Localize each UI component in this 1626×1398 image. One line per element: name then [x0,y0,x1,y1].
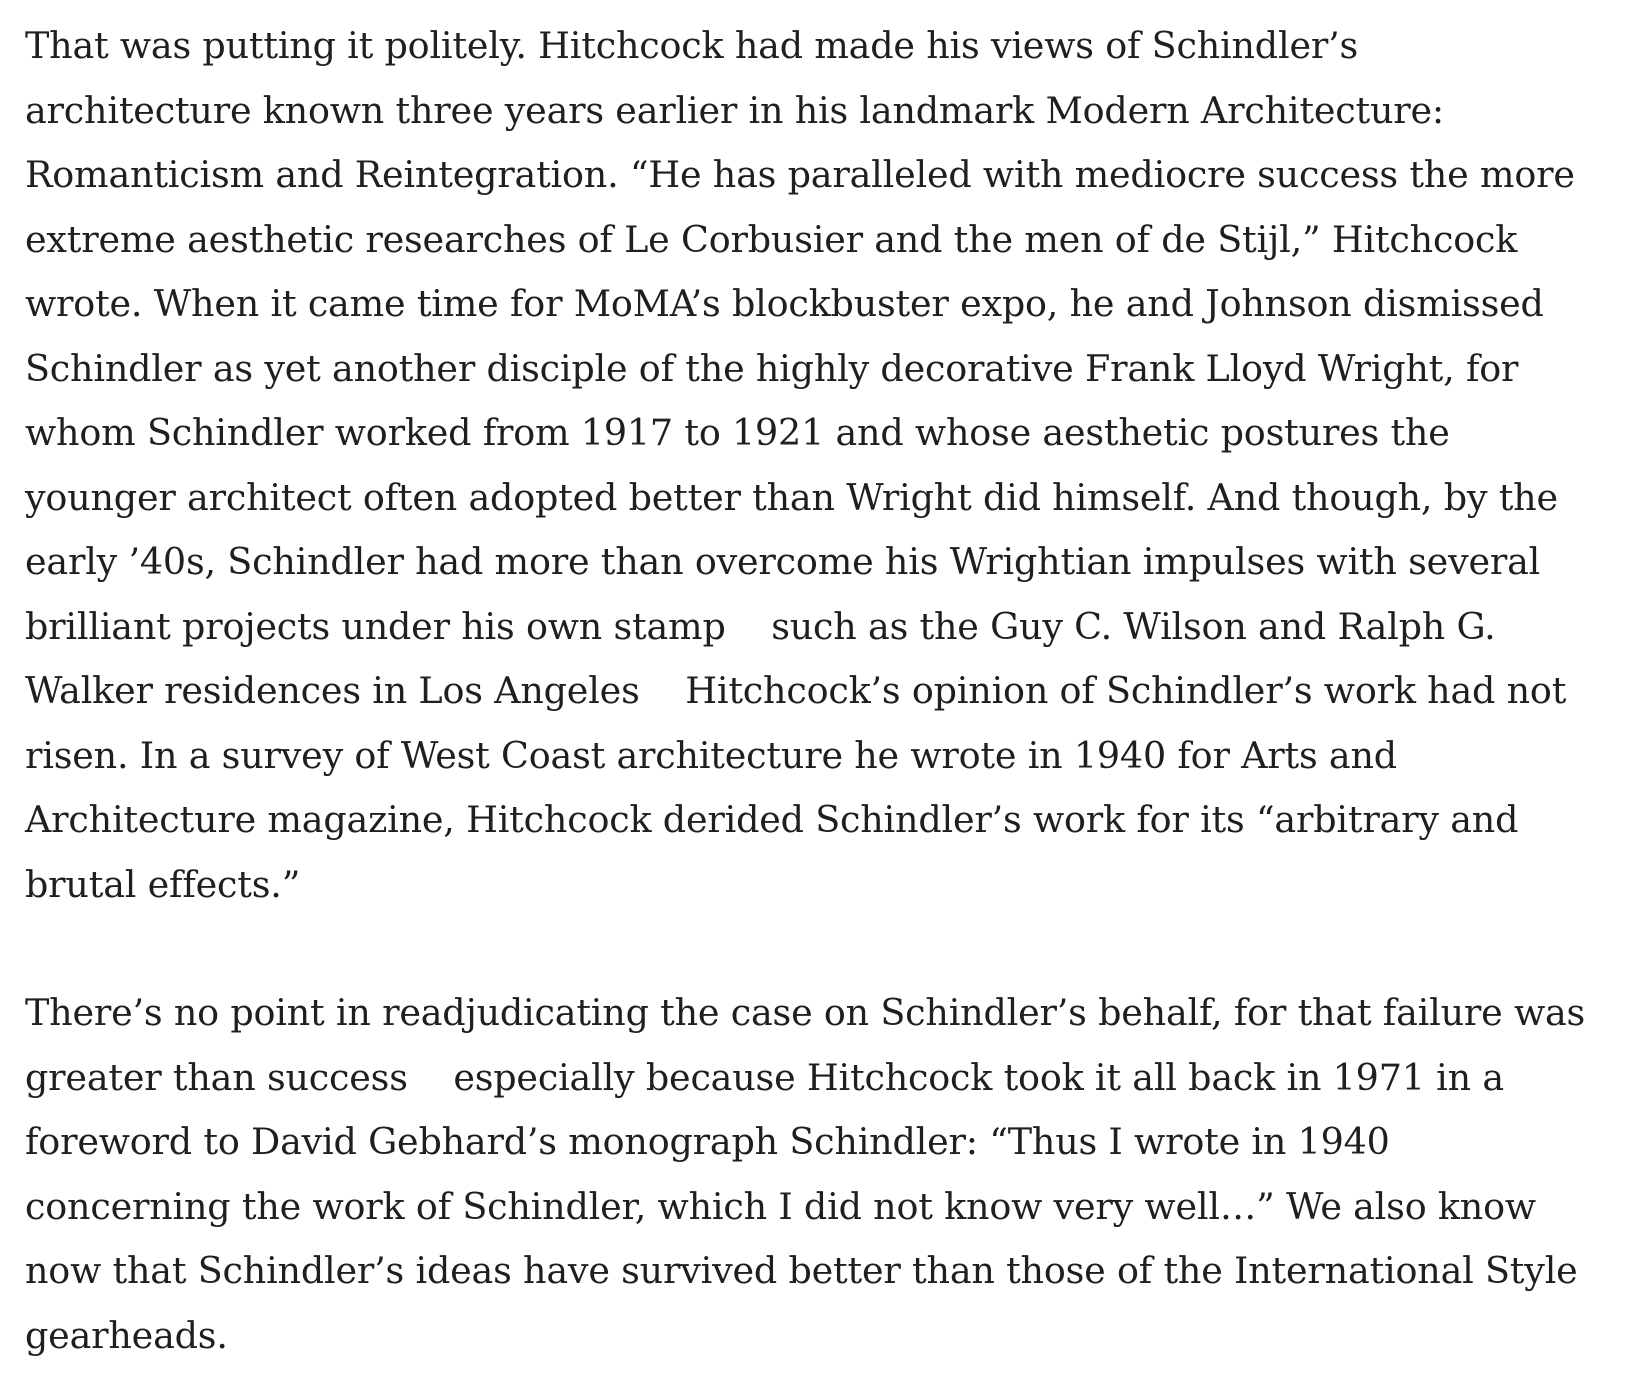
article-paragraph: There’s no point in readjudicating the case on Schindler’s behalf, for that failure was greater than success especially because Hitchcock took it all back in 1971 in a foreword to David Gebhard’s monograph Schindler: “Thus I wrote in 1940 concerning the work of Schindler, which I did not know very well…” We also know now that Schindler’s ideas have survived better than those of the International Style gearheads. [25,991,1586,1357]
article-body [25,14,1605,1368]
article-paragraph: That was putting it politely. Hitchcock had made his views of Schindler’s architecture known three years earlier in his landmark Modern Architecture: Romanticism and Reintegration. “He has paralleled with mediocre success the more extreme aesthetic researches of Le Corbusier and the men of de Stijl,” Hitchcock wrote. When it came time for MoMA’s blockbuster expo, he and Johnson dismissed Schindler as yet another disciple of the highly decorative Frank Lloyd Wright, for whom Schindler worked from 1917 to 1921 and whose aesthetic postures the younger architect often adopted better than Wright did himself. And though, by the early ’40s, Schindler had more than overcome his Wrightian impulses with several brilliant projects under his own stamp such as the Guy C. Wilson and Ralph G. Walker residences in Los Angeles Hitchcock’s opinion of Schindler’s work had not risen. In a survey of West Coast architecture he wrote in 1940 for Arts and Architecture magazine, Hitchcock derided Schindler’s work for its “arbitrary and brutal effects.” [25,24,1575,906]
